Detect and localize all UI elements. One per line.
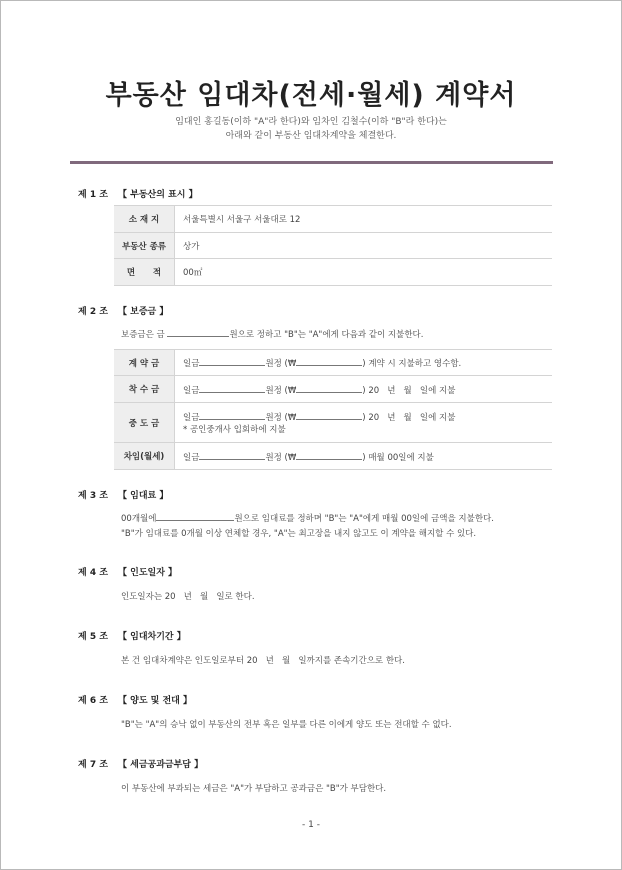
article-title: 【 보증금 】 <box>118 307 169 317</box>
article-7-heading <box>78 757 203 770</box>
won-blank <box>296 383 362 393</box>
row-label: 면 적 <box>114 259 175 286</box>
row-value: 상가 <box>175 233 553 259</box>
payment-term: ) 20 년 월 일에 지불 <box>362 385 456 396</box>
payment-term: ) 20 년 월 일에 지불 <box>362 413 456 423</box>
payment-term: ) 매월 00일에 지불 <box>362 452 434 463</box>
amount-blank <box>199 356 265 366</box>
rent-text-b: 원으로 임대료를 정하며 "B"는 "A"에게 매월 00일에 금액을 지불한다. <box>234 514 494 524</box>
intro-line-1: 임대인 홍길동(이하 "A"라 한다)와 임차인 김철수(이하 "B"라 한다)는 <box>175 117 447 127</box>
row-label: 착 수 금 <box>114 376 175 403</box>
period-clause: 본 건 임대차계약은 인도일로부터 20 년 월 일까지를 존속기간으로 한다. <box>121 656 405 666</box>
article-5-heading <box>78 629 186 642</box>
article-number: 제 2 조 <box>78 307 108 317</box>
row-label: 계 약 금 <box>114 350 175 376</box>
won-blank <box>296 410 362 420</box>
article-2-heading <box>78 304 168 317</box>
article-number: 제 6 조 <box>78 696 108 706</box>
rent-amount-blank <box>156 511 234 521</box>
amount-prefix: 일금 <box>183 359 200 369</box>
won-blank <box>296 356 362 366</box>
intro-text <box>1 115 621 143</box>
row-value: 00㎡ <box>175 259 553 286</box>
amount-prefix: 일금 <box>183 385 200 396</box>
table-row <box>114 233 552 259</box>
delivery-clause: 인도일자는 20 년 월 일로 한다. <box>121 592 255 602</box>
article-number: 제 1 조 <box>78 190 108 200</box>
row-label: 부동산 종류 <box>114 233 175 259</box>
document-title: 부동산 임대차(전세·월세) 계약서 <box>105 80 517 111</box>
won-text: 원정 (₩ <box>265 359 297 369</box>
deposit-table <box>114 349 552 470</box>
row-value <box>175 350 553 376</box>
article-number: 제 4 조 <box>78 568 108 578</box>
amount-prefix: 일금 <box>183 452 200 463</box>
won-text: 원정 (₩ <box>265 385 297 396</box>
rent-text-a: 00개월에 <box>121 514 157 524</box>
amount-prefix: 일금 <box>183 413 200 423</box>
article-1-heading <box>78 187 198 200</box>
row-label: 소 재 지 <box>114 206 175 233</box>
amount-blank <box>199 410 265 420</box>
article-4-heading <box>78 565 177 578</box>
amount-blank <box>199 450 265 460</box>
row-value: 서울특별시 서울구 서울대로 12 <box>175 206 553 233</box>
deposit-clause <box>121 327 423 343</box>
article-number: 제 3 조 <box>78 491 108 501</box>
payment-term: ) 계약 시 지불하고 영수함. <box>362 359 462 369</box>
page-number: - 1 - <box>302 820 320 830</box>
table-row <box>114 259 552 286</box>
article-3-heading <box>78 488 168 501</box>
row-value <box>175 376 553 403</box>
article-number: 제 7 조 <box>78 760 108 770</box>
rent-clause <box>121 511 494 542</box>
won-text: 원정 (₩ <box>265 413 297 423</box>
article-6-heading <box>78 693 192 706</box>
row-value <box>175 403 553 443</box>
broker-note: * 공인중개사 입회하에 지불 <box>183 425 286 435</box>
property-table <box>114 205 552 286</box>
article-title: 【 인도일자 】 <box>118 568 178 578</box>
tax-clause: 이 부동산에 부과되는 세금은 "A"가 부담하고 공과금은 "B"가 부담한다. <box>121 784 387 794</box>
won-text: 원정 (₩ <box>265 452 297 463</box>
table-row <box>114 403 552 443</box>
won-blank <box>296 450 362 460</box>
article-title: 【 임대료 】 <box>118 491 169 501</box>
title-divider <box>70 161 553 164</box>
deposit-text-b: 원으로 정하고 "B"는 "A"에게 다음과 같이 지불한다. <box>229 330 424 340</box>
table-row <box>114 443 552 470</box>
intro-line-2: 아래와 같이 부동산 임대차계약을 체결한다. <box>225 131 397 141</box>
table-row <box>114 206 552 233</box>
article-number: 제 5 조 <box>78 632 108 642</box>
article-title: 【 세금공과금부담 】 <box>118 760 204 770</box>
amount-blank <box>199 383 265 393</box>
transfer-clause: "B"는 "A"의 승낙 없이 부동산의 전부 혹은 일부를 다른 이에게 양도 또는 전대할 수 없다. <box>121 720 452 730</box>
table-row <box>114 350 552 376</box>
article-title: 【 양도 및 전대 】 <box>118 696 193 706</box>
deposit-text-a: 보증금은 금 <box>121 330 165 340</box>
row-label: 중 도 금 <box>114 403 175 443</box>
deposit-amount-blank <box>167 327 229 337</box>
rent-text-c: "B"가 임대료를 0개월 이상 연체할 경우, "A"는 최고장을 내지 않고도 이 계약을 해지할 수 있다. <box>121 529 477 539</box>
article-title: 【 임대차기간 】 <box>118 632 186 642</box>
article-title: 【 부동산의 표시 】 <box>118 190 198 200</box>
table-row <box>114 376 552 403</box>
row-label: 차임(월세) <box>114 443 175 470</box>
row-value <box>175 443 553 470</box>
